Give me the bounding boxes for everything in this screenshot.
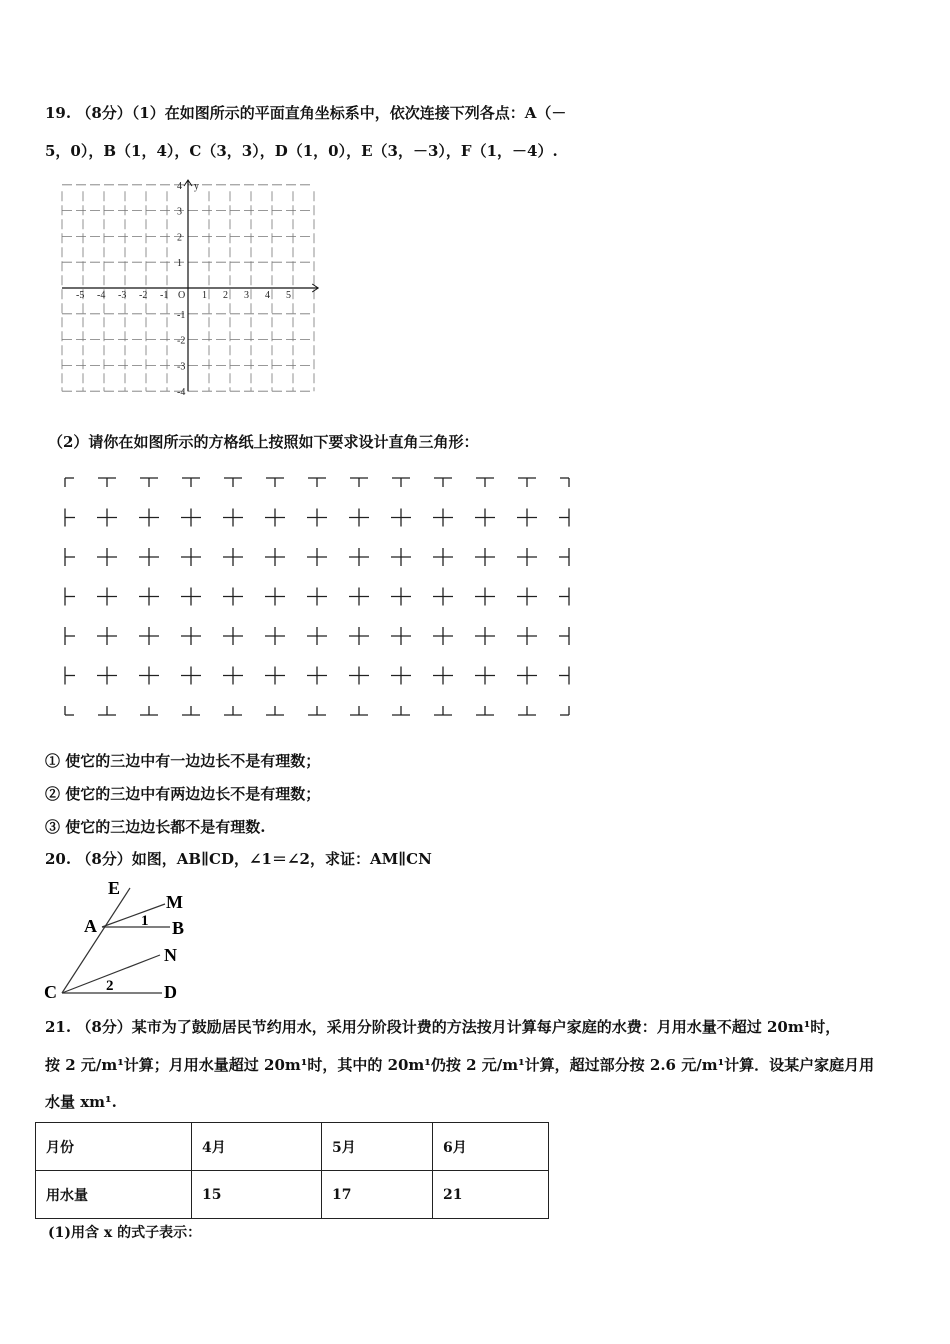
x-tick-label: 2 bbox=[223, 290, 228, 301]
requirement-2: ② 使它的三边中有两边边长不是有理数； bbox=[45, 785, 321, 803]
y-tick-label: -1 bbox=[177, 309, 186, 321]
origin-label: O bbox=[178, 290, 186, 301]
table-cell: 17 bbox=[322, 1171, 433, 1219]
label-M: M bbox=[166, 892, 183, 912]
x-tick-label: -5 bbox=[76, 290, 85, 301]
table-cell: 6月 bbox=[433, 1123, 549, 1171]
y-tick-label: -4 bbox=[177, 387, 186, 399]
table-cell: 21 bbox=[433, 1171, 549, 1219]
line-am bbox=[102, 904, 165, 927]
y-tick-label: 3 bbox=[177, 206, 182, 218]
table-cell: 4月 bbox=[192, 1123, 322, 1171]
q21-line3: 水量 xm¹. bbox=[45, 1093, 117, 1111]
line-ce bbox=[62, 888, 130, 993]
label-C: C bbox=[44, 982, 57, 1002]
x-axis-arrow bbox=[312, 284, 318, 292]
table-header-row bbox=[36, 1123, 549, 1171]
x-tick-label: 1 bbox=[202, 290, 207, 301]
table-cell: 月份 bbox=[36, 1123, 192, 1171]
requirement-1: ① 使它的三边中有一边边长不是有理数； bbox=[45, 752, 321, 770]
y-tick-label: -2 bbox=[177, 335, 186, 347]
requirement-3: ③ 使它的三边边长都不是有理数. bbox=[45, 818, 266, 836]
label-N: N bbox=[164, 945, 177, 965]
label-D: D bbox=[164, 982, 177, 1002]
angle-2-label: 2 bbox=[106, 978, 114, 994]
x-tick-label: 5 bbox=[286, 290, 291, 301]
x-tick-label: 4 bbox=[265, 290, 270, 301]
table-row bbox=[36, 1171, 549, 1219]
y-axis-arrow bbox=[184, 180, 192, 186]
x-tick-label: 3 bbox=[244, 290, 249, 301]
q21-sub1: (1)用含 x 的式子表示： bbox=[48, 1225, 202, 1241]
q20-text: 20. （8分）如图，AB∥CD，∠1＝∠2，求证：AM∥CN bbox=[45, 850, 432, 868]
table-cell: 用水量 bbox=[36, 1171, 192, 1219]
y-tick-label: 2 bbox=[177, 232, 182, 244]
x-tick-label: -1 bbox=[160, 290, 169, 301]
q19-line2: 5，0），B（1，4），C（3，3），D（1，0），E（3，－3），F（1，－4）. bbox=[45, 142, 558, 160]
x-tick-label: -2 bbox=[139, 290, 148, 301]
y-tick-label: 4 bbox=[177, 180, 182, 192]
table-cell: 15 bbox=[192, 1171, 322, 1219]
label-B: B bbox=[172, 918, 185, 938]
q19-part2: （2）请你在如图所示的方格纸上按照如下要求设计直角三角形： bbox=[48, 433, 479, 451]
water-usage-table bbox=[35, 1122, 549, 1219]
q21-line2: 按 2 元/m¹计算；月用水量超过 20m¹时，其中的 20m¹仍按 2 元/m¹计算，超过部分按 2.6 元/m¹计算．设某户家庭月用 bbox=[45, 1056, 875, 1074]
label-A: A bbox=[84, 916, 97, 936]
parallel-lines-figure bbox=[40, 870, 200, 1005]
q21-line1: 21. （8分）某市为了鼓励居民节约用水，采用分阶段计费的方法按月计算每户家庭的水费：月用水量不超过 20m¹时， bbox=[45, 1018, 841, 1036]
y-tick-label: -3 bbox=[177, 361, 186, 373]
x-tick-label: -3 bbox=[118, 290, 127, 301]
x-tick-label: -4 bbox=[97, 290, 106, 301]
y-tick-label: 1 bbox=[177, 258, 182, 270]
table-cell: 5月 bbox=[322, 1123, 433, 1171]
q19-line1: 19. （8分）（1）在如图所示的平面直角坐标系中，依次连接下列各点：A（－ bbox=[45, 104, 567, 122]
label-E: E bbox=[108, 878, 121, 898]
angle-1-label: 1 bbox=[141, 913, 149, 929]
y-axis-label: y bbox=[194, 181, 199, 192]
